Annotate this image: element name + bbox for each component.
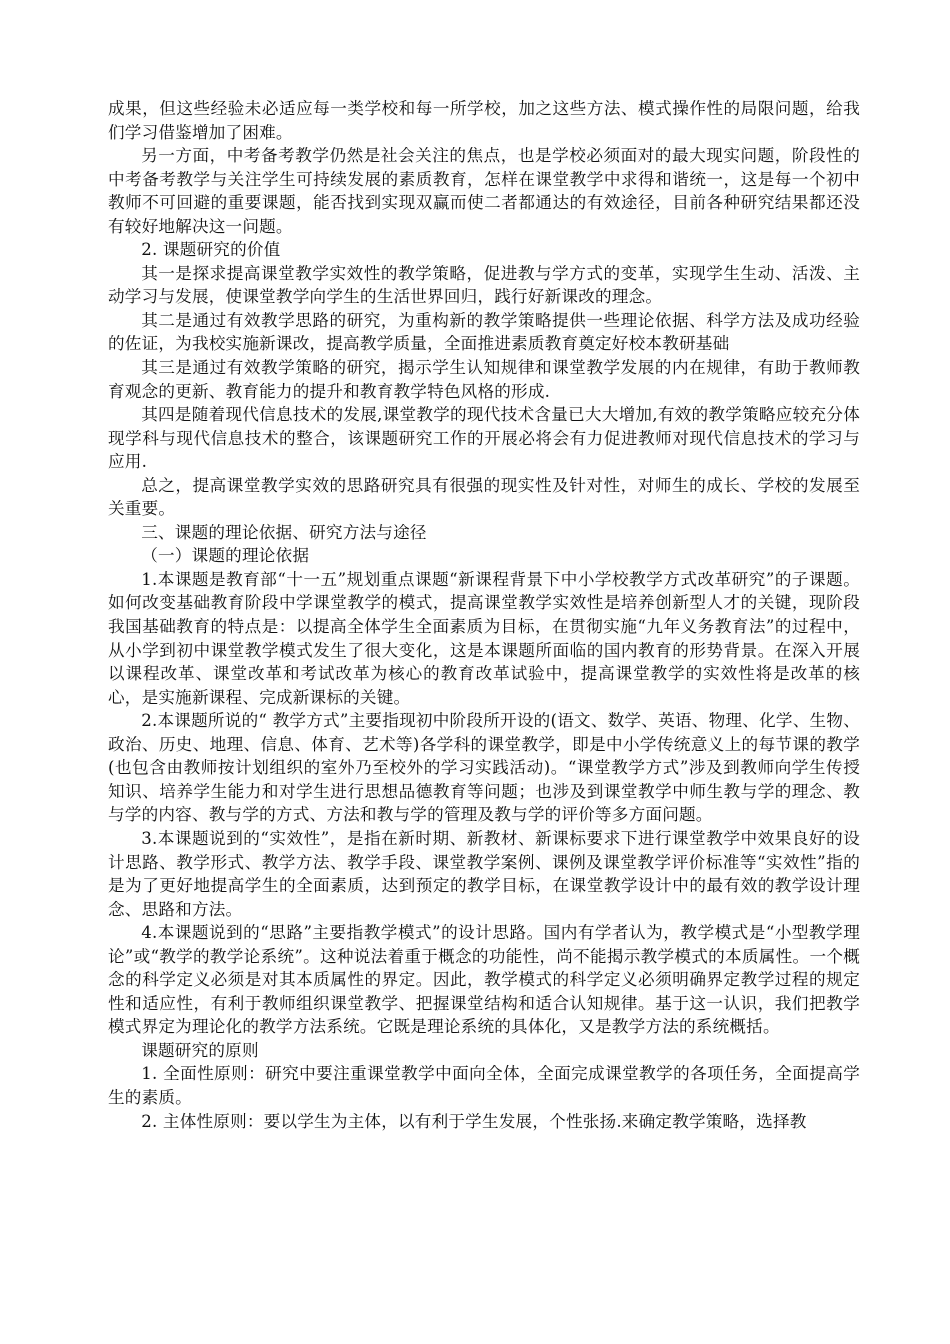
paragraph-continued: 成果，但这些经验未必适应每一类学校和每一所学校，加之这些方法、模式操作性的局限问题，给我们学习借鉴增加了困难。 <box>108 99 860 142</box>
section-heading: 2. 课题研究的价值 <box>141 240 281 260</box>
paragraph: 其二是通过有效教学思路的研究，为重构新的教学策略提供一些理论依据、科学方法及成功经验的佐证，为我校实施新课改，提高教学质量，全面推进素质教育奠定好校本教研基础 <box>108 310 860 354</box>
paragraph: 其三是通过有效教学策略的研究，揭示学生认知规律和课堂教学发展的内在规律，有助于教师教育观念的更新、教育能力的提升和教育教学特色风格的形成. <box>108 358 860 401</box>
paragraph: 1. 全面性原则：研究中要注重课堂教学中面向全体，全面完成课堂教学的各项任务，全面提高学生的素质。 <box>108 1064 860 1107</box>
section-heading: 课题研究的原则 <box>141 1040 259 1060</box>
document-body <box>108 97 860 1133</box>
paragraph: 其四是随着现代信息技术的发展,课堂教学的现代技术含量已大大增加,有效的教学策略应较充分体现学科与现代信息技术的整合，该课题研究工作的开展必将会有力促进教师对现代信息技术的学习与应用. <box>108 405 860 472</box>
section-heading: 三、课题的理论依据、研究方法与途径 <box>141 522 427 542</box>
paragraph: 3.本课题说到的“实效性”，是指在新时期、新教材、新课标要求下进行课堂教学中效果良好的设计思路、教学形式、教学方法、教学手段、课堂教学案例、课例及课堂教学评价标准等“实效性”指的是为了更好地提高学生的全面素质，达到预定的教学目标，在课堂教学设计中的最有效的教学设计理念、思路和方法。 <box>108 828 860 919</box>
paragraph: 2. 主体性原则：要以学生为主体，以有利于学生发展，个性张扬.来确定教学策略，选择教 <box>141 1111 807 1131</box>
subsection-heading: （一）课题的理论依据 <box>141 546 310 566</box>
paragraph: 另一方面，中考备考教学仍然是社会关注的焦点，也是学校必须面对的最大现实问题，阶段性的中考备考教学与关注学生可持续发展的素质教育，怎样在课堂教学中求得和谐统一，这是每一个初中教师不可回避的重要课题，能否找到实现双赢而使二者都通达的有效途径，目前各种研究结果都还没有较好地解决这一问题。 <box>108 146 860 236</box>
paragraph: 1.本课题是教育部“十一五”规划重点课题“新课程背景下中小学校教学方式改革研究”的子课题。如何改变基础教育阶段中学课堂教学的模式，提高课堂教学实效性是培养创新型人才的关键，现阶段我国基础教育的特点是：以提高全体学生全面素质为目标，在贯彻实施“九年义务教育法”的过程中，从小学到初中课堂教学模式发生了很大变化，这是本课题所面临的国内教育的形势背景。在深入开展以课程改革、课堂改革和考试改革为核心的教育改革试验中，提高课堂教学的实效性将是改革的核心，是实施新课程、完成新课标的关键。 <box>108 569 860 707</box>
paragraph: 4.本课题说到的“思路”主要指教学模式”的设计思路。国内有学者认为，教学模式是“小型教学理论”或“教学的教学论系统”。这种说法着重于概念的功能性，尚不能揭示教学模式的本质属性。一个概念的科学定义必须是对其本质属性的界定。因此，教学模式的科学定义必须明确界定教学过程的规定性和适应性，有利于教师组织课堂教学、把握课堂结构和适合认知规律。基于这一认识，我们把教学模式界定为理论化的教学方法系统。它既是理论系统的具体化，又是教学方法的系统概括。 <box>108 923 860 1037</box>
paragraph: 总之，提高课堂教学实效的思路研究具有很强的现实性及针对性，对师生的成长、学校的发展至关重要。 <box>108 475 860 519</box>
paragraph: 其一是探求提高课堂教学实效性的教学策略，促进教与学方式的变革，实现学生生动、活泼、主动学习与发展，使课堂教学向学生的生活世界回归，践行好新课改的理念。 <box>108 263 860 307</box>
paragraph: 2.本课题所说的“ 教学方式”主要指现初中阶段所开设的(语文、数学、英语、物理、化学、生物、政治、历史、地理、信息、体育、艺术等)各学科的课堂教学，即是中小学传统意义上的每节课的教学(也包含由教师按计划组织的室外乃至校外的学习实践活动)。“课堂教学方式”涉及到教师向学生传授知识、培养学生能力和对学生进行思想品德教育等问题；也涉及到课堂教学中师生教与学的理念、教与学的内容、教与学的方式、方法和教与学的管理及教与学的评价等多方面问题。 <box>108 711 860 825</box>
